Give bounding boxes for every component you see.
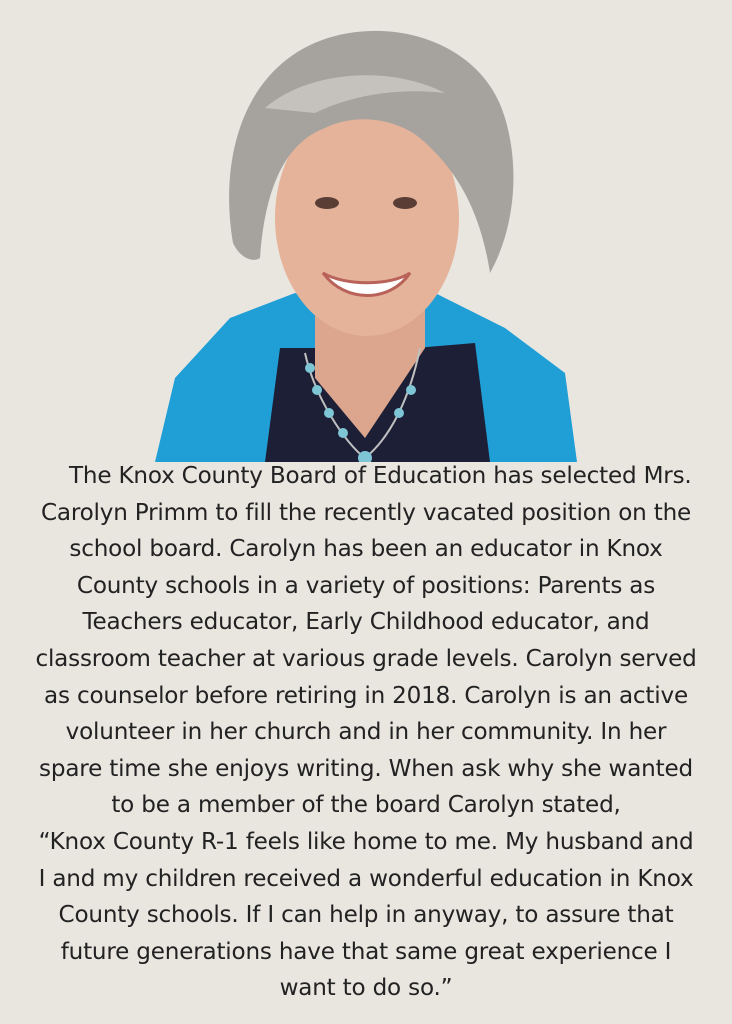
article-line: County schools in a variety of positions: Parents as [76,572,656,599]
portrait-photo [155,18,577,462]
article-line: “Knox County R-1 feels like home to me. My husband and [38,828,694,855]
article-line: Teachers educator, Early Childhood educator, and [82,609,650,636]
article-line: want to do so.” [279,975,453,1002]
article-line: school board. Carolyn has been an educator in Knox [69,536,663,563]
article-line: I and my children received a wonderful education in Knox [38,865,694,892]
article-line: classroom teacher at various grade levels. Carolyn served [35,645,697,672]
article-body [0,458,732,1007]
article-line: County schools. If I can help in anyway, to assure that [58,902,674,929]
article-line: to be a member of the board Carolyn stated, [111,792,621,819]
article-line: spare time she enjoys writing. When ask why she wanted [39,755,693,782]
portrait-photo-icon [155,18,577,462]
article-line: Carolyn Primm to fill the recently vacated position on the [40,499,692,526]
article-line: volunteer in her church and in her community. In her [65,719,667,746]
article-line: as counselor before retiring in 2018. Carolyn is an active [44,682,688,709]
article-line: The Knox County Board of Education has selected Mrs. [40,463,692,489]
article-line: future generations have that same great experience I [60,938,672,965]
